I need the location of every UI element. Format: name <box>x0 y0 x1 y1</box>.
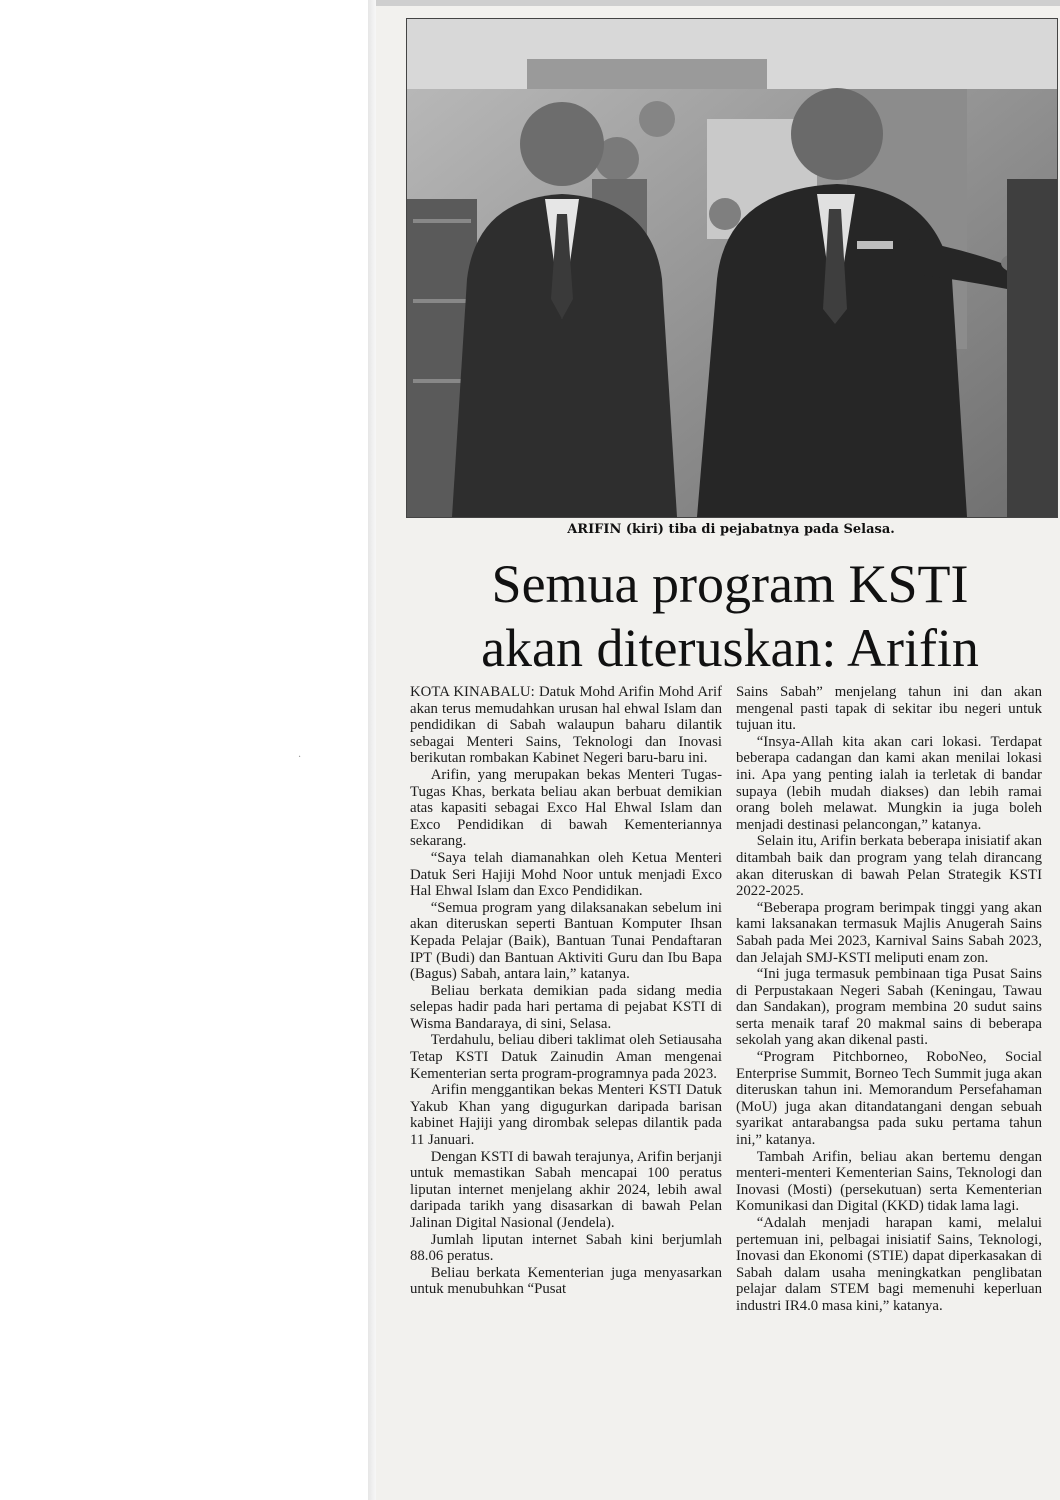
photo-two-men-walking-icon <box>407 19 1057 517</box>
article-paragraph: KOTA KINABALU: Datuk Mohd Arifin Mohd Arif akan terus memudahkan urusan hal ehwal Islam dan pendidikan di Sabah walaupun baharu dilantik sebagai Menteri Sains, Teknologi dan Inovasi berikutan rombakan Kabinet Negeri baru-baru ini. <box>410 684 722 767</box>
clipping-top-rule <box>376 0 1060 6</box>
article-paragraph: Arifin, yang merupakan bekas Menteri Tugas-Tugas Khas, berkata beliau akan berbuat demikian atas kapasiti sebagai Exco Hal Ehwal Islam dan Exco Pendidikan di bawah Kementeriannya sekarang. <box>410 766 722 850</box>
article-paragraph: Beliau berkata Kementerian juga menyasarkan untuk menubuhkan “Pusat <box>410 1264 722 1298</box>
article-paragraph: “Ini juga termasuk pembinaan tiga Pusat Sains di Perpustakaan Negeri Sabah (Keningau, Tawau dan Sandakan), program membina 20 sudut sains serta menaik taraf 20 makmal sains di beberapa sekolah yang akan dikenal pasti. <box>736 966 1042 1049</box>
headline <box>400 552 1060 680</box>
article-paragraph: Beliau berkata demikian pada sidang media selepas hadir pada hari pertama di pejabat KSTI di Wisma Bandaraya, di sini, Selasa. <box>410 982 722 1032</box>
article-paragraph: “Beberapa program berimpak tinggi yang akan kami laksanakan termasuk Majlis Anugerah Sains Sabah pada Mei 2023, Karnival Sains Sabah 2023, dan Jelajah SMJ-KSTI meliputi enam zon. <box>736 899 1042 966</box>
article-paragraph: Jumlah liputan internet Sabah kini berjumlah 88.06 peratus. <box>410 1231 722 1265</box>
article-paragraph: Tambah Arifin, beliau akan bertemu dengan menteri-menteri Kementerian Sains, Teknologi dan Inovasi (Mosti) (persekutuan) serta Kementerian Komunikasi dan Digital (KKD) tidak lama lagi. <box>736 1148 1042 1215</box>
article-paragraph: Terdahulu, beliau diberi taklimat oleh Setiausaha Tetap KSTI Datuk Zainudin Aman mengenai Kementerian serta program-programnya pada 2023. <box>410 1032 722 1082</box>
headline-line-2: akan diteruskan: Arifin <box>481 618 979 678</box>
article-paragraph: “Saya telah diamanahkan oleh Ketua Menteri Datuk Seri Hajiji Mohd Noor untuk menjadi Exco Hal Ehwal Islam dan Exco Pendidikan. <box>410 849 722 900</box>
article-paragraph: Dengan KSTI di bawah terajunya, Arifin berjanji untuk memastikan Sabah mencapai 100 peratus liputan internet menjelang akhir 2024, lebih awal daripada tarikh yang disasarkan di bawah Pelan Jalinan Digital Nasional (Jendela). <box>410 1148 722 1231</box>
headline-line-1: Semua program KSTI <box>491 554 969 614</box>
article-paragraph: “Adalah menjadi harapan kami, melalui pertemuan ini, pelbagai inisiatif Sains, Teknologi, Inovasi dan Ekonomi (STIE) dapat diperkasakan di Sabah dalam usaha meningkatkan penglibatan pelajar dalam STEM bagi memenuhi keperluan industri IR4.0 masa kini,” katanya. <box>736 1215 1042 1314</box>
article-paragraph: “Insya-Allah kita akan cari lokasi. Terdapat beberapa cadangan dan kami akan menilai lokasi ini. Apa yang penting ialah ia terletak di bandar supaya (lebih mudah diakses) dan lebih ramai orang boleh melawat. Mungkin ia juga boleh menjadi destinasi pelancongan,” katanya. <box>736 733 1042 833</box>
article-column-left <box>410 684 722 1496</box>
scan-edge-shadow <box>368 0 376 1500</box>
article-paragraph: Sains Sabah” menjelang tahun ini dan akan mengenal pasti tapak di sekitar ibu negeri untuk tujuan itu. <box>736 684 1042 734</box>
article-paragraph: “Semua program yang dilaksanakan sebelum ini akan diteruskan seperti Bantuan Komputer Ihsan Kepada Pelajar (Baik), Bantuan Tunai Pendaftaran IPT (Budi) dan Bantuan Aktiviti Guru dan Ibu Bapa (Bagus) Sabah, antara lain,” katanya. <box>410 899 722 983</box>
news-photo <box>406 18 1058 518</box>
article-paragraph: “Program Pitchborneo, RoboNeo, Social Enterprise Summit, Borneo Tech Summit juga akan diteruskan tahun ini. Memorandum Persefahaman (MoU) juga akan ditandatangani dengan sebuah syarikat antarabangsa pada suku pertama tahun ini,” katanya. <box>736 1049 1042 1149</box>
article-paragraph: Selain itu, Arifin berkata beberapa inisiatif akan ditambah baik dan program yang telah dirancang akan diteruskan di bawah Pelan Strategik KSTI 2022-2025. <box>736 833 1042 900</box>
scan-speck: · <box>298 752 302 763</box>
article-paragraph: Arifin menggantikan bekas Menteri KSTI Datuk Yakub Khan yang digugurkan daripada barisan kabinet Hajiji yang dirombak selepas dilantik pada 11 Januari. <box>410 1082 722 1149</box>
photo-caption: ARIFIN (kiri) tiba di pejabatnya pada Selasa. <box>567 522 895 537</box>
article-column-right <box>736 684 1042 1496</box>
